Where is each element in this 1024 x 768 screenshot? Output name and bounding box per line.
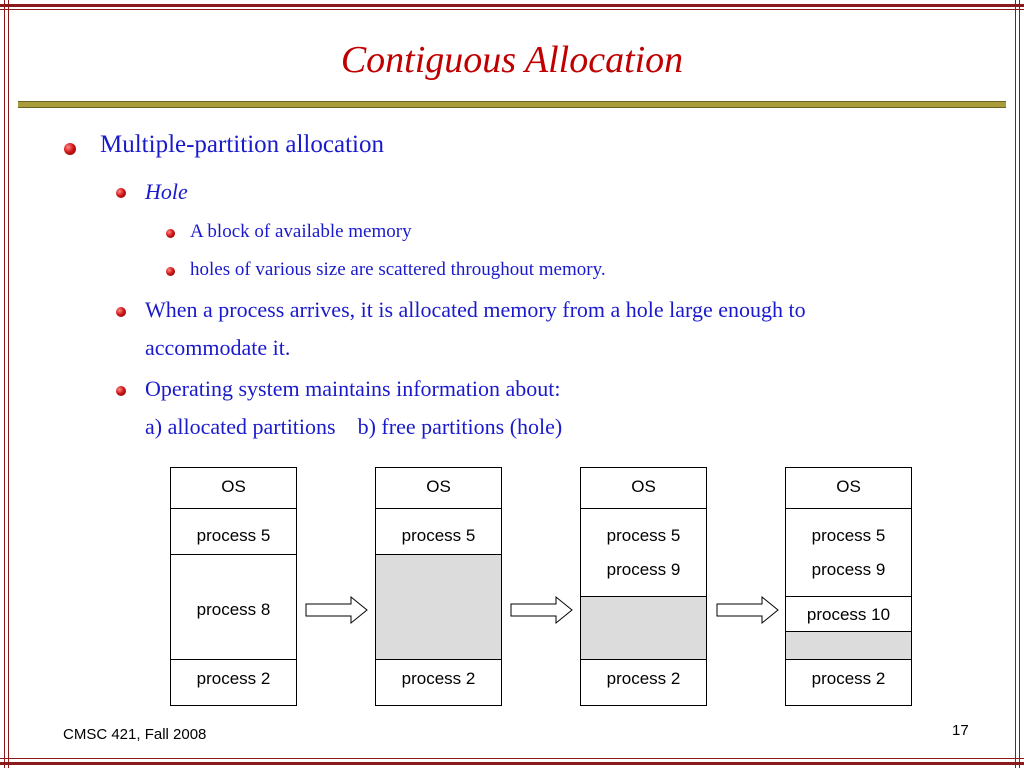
frame-bottom [0, 762, 1024, 765]
frame-top-inner [0, 9, 1024, 10]
slide-title: Contiguous Allocation [340, 39, 684, 81]
frame-left [4, 0, 5, 768]
os-segment [376, 468, 501, 508]
page-number: 17 [952, 722, 969, 739]
bullet-holes-scattered: holes of various size are scattered throughout memory. [190, 259, 606, 280]
process-segment [581, 508, 706, 554]
process-label: process 2 [196, 669, 271, 688]
bullet-process-arrives-line2: accommodate it. [145, 335, 291, 360]
title-underline-bar [18, 101, 1006, 108]
process-segment [786, 596, 911, 631]
bullet-os-maintains-line1: Operating system maintains information about: [145, 376, 561, 401]
hole-segment [786, 631, 911, 659]
process-segment [581, 659, 706, 705]
bullet-process-arrives-line1: When a process arrives, it is allocated memory from a hole large enough to [145, 297, 806, 322]
process-label: process 2 [606, 669, 681, 688]
bullet-os-maintains-line2: a) allocated partitions b) free partitions (hole) [145, 414, 563, 439]
process-label: process 9 [606, 560, 681, 579]
process-segment [376, 659, 501, 705]
os-segment [786, 468, 911, 508]
right-arrow-icon [716, 595, 780, 625]
bullet-hole: Hole [145, 179, 188, 204]
process-label: process 9 [811, 560, 886, 579]
memory-map-stage-4 [785, 467, 912, 706]
frame-right [1019, 0, 1020, 768]
frame-top [0, 4, 1024, 7]
os-segment [581, 468, 706, 508]
os-label: OS [836, 477, 861, 496]
right-arrow-icon [510, 595, 574, 625]
process-label: process 5 [196, 526, 271, 545]
os-label: OS [426, 477, 451, 496]
frame-right-inner [1015, 0, 1016, 768]
process-segment [171, 554, 296, 659]
memory-map-stage-1 [170, 467, 297, 706]
process-label: process 5 [811, 526, 886, 545]
frame-left-inner [8, 0, 9, 768]
process-label: process 2 [811, 669, 886, 688]
process-segment [171, 659, 296, 705]
os-label: OS [221, 477, 246, 496]
process-label: process 5 [606, 526, 681, 545]
bullet-dot-icon [166, 267, 175, 276]
bullet-dot-icon [116, 188, 126, 198]
process-segment [171, 508, 296, 554]
process-label: process 5 [401, 526, 476, 545]
footer-course: CMSC 421, Fall 2008 [63, 726, 207, 743]
process-label: process 2 [401, 669, 476, 688]
bullet-dot-icon [116, 307, 126, 317]
bullet-block-available: A block of available memory [190, 221, 412, 242]
hole-segment [581, 596, 706, 659]
bullet-dot-icon [116, 386, 126, 396]
process-label: process 8 [196, 600, 271, 619]
memory-map-stage-3 [580, 467, 707, 706]
frame-bottom-inner [0, 758, 1024, 759]
right-arrow-icon [305, 595, 369, 625]
os-label: OS [631, 477, 656, 496]
memory-map-stage-2 [375, 467, 502, 706]
bullet-dot-icon [64, 143, 76, 155]
process-segment [786, 554, 911, 596]
process-segment [581, 554, 706, 596]
bullet-dot-icon [166, 229, 175, 238]
hole-segment [376, 554, 501, 659]
bullet-multiple-partition: Multiple-partition allocation [100, 131, 384, 158]
process-segment [786, 508, 911, 554]
process-segment [786, 659, 911, 705]
os-segment [171, 468, 296, 508]
process-label: process 10 [806, 605, 891, 624]
process-segment [376, 508, 501, 554]
